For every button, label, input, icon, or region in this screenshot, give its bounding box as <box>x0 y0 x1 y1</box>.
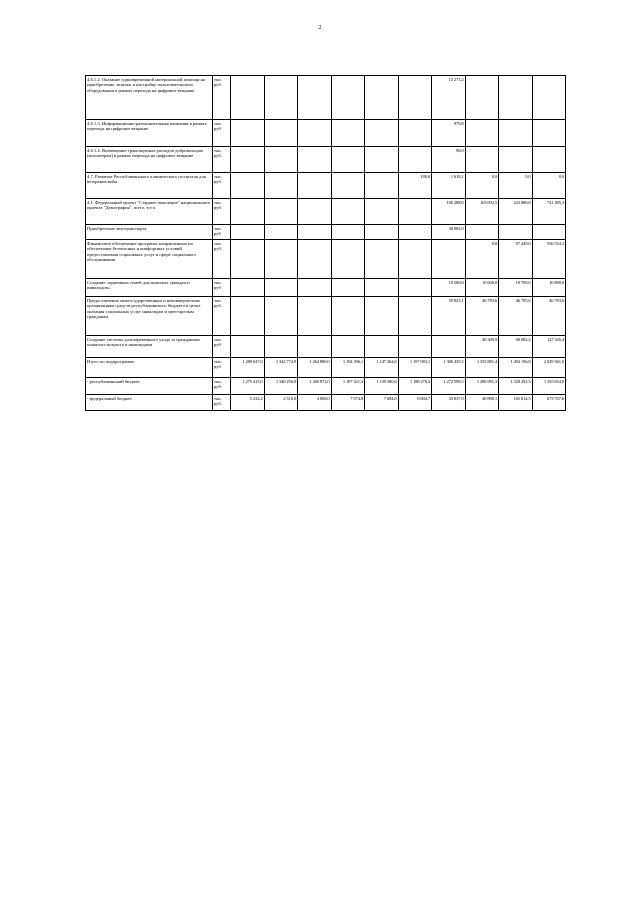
value-cell: 1 280 647,0 <box>231 358 265 378</box>
value-cell: 1 187 321,3 <box>331 378 365 395</box>
table-row <box>86 240 566 279</box>
value-cell <box>499 147 533 173</box>
value-cell: 1 494 196,8 <box>499 358 533 378</box>
value-cell: 5 232,2 <box>231 395 265 411</box>
row-name-cell: Создание системы долговременного ухода за гражданами пожилого возраста и инвалидами <box>86 336 213 358</box>
value-cell <box>298 225 332 240</box>
budget-table <box>85 75 566 411</box>
value-cell <box>398 336 432 358</box>
value-cell: 1 260 872,0 <box>298 378 332 395</box>
value-cell <box>298 120 332 147</box>
value-cell <box>298 297 332 336</box>
table-row <box>86 199 566 225</box>
value-cell: 556 554,3 <box>532 240 566 279</box>
value-cell: 127 345,4 <box>532 336 566 358</box>
value-cell: 0,0 <box>465 240 499 279</box>
value-cell: 1 197 083,1 <box>398 358 432 378</box>
value-cell <box>231 336 265 358</box>
value-cell: 33 837,0 <box>432 395 466 411</box>
value-cell: 1 306 435,5 <box>432 358 466 378</box>
value-cell <box>465 120 499 147</box>
value-cell: 10 500,0 <box>432 279 466 297</box>
value-cell: 1 147 264,6 <box>365 358 399 378</box>
table-row <box>86 173 566 199</box>
value-cell <box>432 240 466 279</box>
table-row <box>86 120 566 147</box>
value-cell <box>398 240 432 279</box>
value-cell <box>398 225 432 240</box>
value-cell <box>264 225 298 240</box>
value-cell: 1 342 774,9 <box>264 358 298 378</box>
value-cell: 46 309,9 <box>465 336 499 358</box>
value-cell <box>298 76 332 120</box>
value-cell: 2 029 361,6 <box>532 358 566 378</box>
table-row <box>86 279 566 297</box>
table-row <box>86 225 566 240</box>
value-cell <box>264 297 298 336</box>
value-cell: 10 700,0 <box>499 279 533 297</box>
value-cell <box>264 76 298 120</box>
value-cell <box>331 120 365 147</box>
value-cell <box>264 279 298 297</box>
value-cell <box>331 199 365 225</box>
value-cell <box>365 199 399 225</box>
value-cell <box>264 120 298 147</box>
value-cell <box>398 199 432 225</box>
value-cell: 48 890,1 <box>465 395 499 411</box>
value-cell <box>532 225 566 240</box>
unit-cell: тыс. руб <box>213 225 231 240</box>
value-cell: 7 074,8 <box>331 395 365 411</box>
row-name-cell: Создание «приемных семей для пожилых граждан и инвалидов» <box>86 279 213 297</box>
value-cell <box>365 279 399 297</box>
value-cell <box>298 173 332 199</box>
value-cell <box>499 76 533 120</box>
value-cell: 1 618,1 <box>432 173 466 199</box>
value-cell: 4 008,0 <box>298 395 332 411</box>
unit-cell: тыс. руб <box>213 279 231 297</box>
value-cell: 7 684,0 <box>365 395 399 411</box>
value-cell: 1 355 654,0 <box>532 378 566 395</box>
value-cell <box>231 240 265 279</box>
value-cell: 1 340 256,0 <box>264 378 298 395</box>
value-cell <box>298 240 332 279</box>
value-cell: 1 328 292,3 <box>499 378 533 395</box>
value-cell <box>365 336 399 358</box>
row-name-cell: 4.6.1.4. Возмещение транспортных расходов добровольцам (волонтерам) в рамках перехода на цифровое вещание <box>86 147 213 173</box>
value-cell <box>331 279 365 297</box>
value-cell: 8 804,7 <box>398 395 432 411</box>
value-cell: 103 692,5 <box>465 199 499 225</box>
value-cell <box>231 76 265 120</box>
unit-cell: тыс. руб. <box>213 147 231 173</box>
unit-cell: тыс. руб <box>213 120 231 147</box>
value-cell: 1 272 598,5 <box>432 378 466 395</box>
table-row <box>86 336 566 358</box>
value-cell: 741 485,3 <box>532 199 566 225</box>
value-cell <box>432 336 466 358</box>
value-cell <box>231 147 265 173</box>
row-name-cell: Итого по подпрограмме: <box>86 358 213 378</box>
value-cell <box>298 336 332 358</box>
value-cell: 1 264 880,0 <box>298 358 332 378</box>
value-cell <box>298 147 332 173</box>
value-cell: 59 823,1 <box>432 297 466 336</box>
value-cell <box>499 120 533 147</box>
value-cell <box>331 240 365 279</box>
value-cell: 10 600,0 <box>465 279 499 297</box>
value-cell: 46 783,6 <box>532 297 566 336</box>
value-cell: 1 275 415,0 <box>231 378 265 395</box>
value-cell <box>231 279 265 297</box>
row-name-cell: 4.6.1.3. Информационно-разъяснительная кампания в рамках перехода на цифровое вещание <box>86 120 213 147</box>
value-cell <box>331 225 365 240</box>
unit-cell: тыс. руб. <box>213 173 231 199</box>
value-cell <box>398 120 432 147</box>
value-cell: 970,8 <box>432 120 466 147</box>
value-cell <box>365 173 399 199</box>
value-cell <box>365 76 399 120</box>
table-row <box>86 358 566 378</box>
value-cell <box>331 147 365 173</box>
table-row <box>86 147 566 173</box>
value-cell: 15 271,2 <box>432 76 466 120</box>
value-cell <box>264 147 298 173</box>
value-cell <box>532 76 566 120</box>
value-cell <box>465 76 499 120</box>
value-cell: 0,0 <box>465 173 499 199</box>
row-name-cell: - федеральный бюджет <box>86 395 213 411</box>
table-row <box>86 297 566 336</box>
value-cell <box>398 279 432 297</box>
value-cell <box>465 147 499 173</box>
value-cell: 223 086,8 <box>499 199 533 225</box>
value-cell <box>398 297 432 336</box>
unit-cell: тыс. руб. <box>213 395 231 411</box>
unit-cell: тыс. руб. <box>213 297 231 336</box>
table-row <box>86 395 566 411</box>
value-cell <box>365 225 399 240</box>
row-name-cell: 4.7. Развитие Республиканского клинического госпиталя для ветеранов войн <box>86 173 213 199</box>
value-cell <box>231 297 265 336</box>
row-name-cell: - республиканский бюджет <box>86 378 213 395</box>
value-cell <box>331 336 365 358</box>
value-cell <box>231 173 265 199</box>
value-cell: 165 814,5 <box>499 395 533 411</box>
value-cell: 30 084,9 <box>432 225 466 240</box>
value-cell <box>298 199 332 225</box>
value-cell: 96,0 <box>432 147 466 173</box>
value-cell <box>465 225 499 240</box>
unit-cell: тыс. руб. <box>213 378 231 395</box>
value-cell: 100 288,0 <box>432 199 466 225</box>
value-cell: 0,0 <box>499 173 533 199</box>
value-cell <box>231 225 265 240</box>
table-row <box>86 378 566 395</box>
value-cell <box>398 147 432 173</box>
row-name-cell: 4.1. Федеральный проект "Старшее поколение" национального проекта "Демография", всего, в т.ч. <box>86 199 213 225</box>
value-cell <box>398 76 432 120</box>
value-cell <box>264 173 298 199</box>
value-cell <box>231 120 265 147</box>
value-cell: 46 783,6 <box>465 297 499 336</box>
value-cell <box>264 240 298 279</box>
value-cell <box>264 199 298 225</box>
value-cell: 46 785,6 <box>499 297 533 336</box>
table-row <box>86 76 566 120</box>
value-cell <box>532 147 566 173</box>
value-cell: 0,0 <box>532 173 566 199</box>
value-cell: 10 800,0 <box>532 279 566 297</box>
value-cell: 180,0 <box>398 173 432 199</box>
unit-cell: тыс. руб. <box>213 76 231 120</box>
value-cell <box>499 225 533 240</box>
value-cell <box>331 76 365 120</box>
unit-cell: тыс. руб. <box>213 358 231 378</box>
value-cell: 673 707,6 <box>532 395 566 411</box>
value-cell <box>532 120 566 147</box>
value-cell <box>365 297 399 336</box>
row-name-cell: Предоставление межгосударственным и некоммерческим организациям средств республиканского бюджета в целях оказания социальных услуг инвалидам и престарелым гражданам <box>86 297 213 336</box>
row-name-cell: 4.6.1.2. Оказание единовременной материальной помощи на приобретение, монтаж и настройку пользовательского оборудования в рамках перехода на цифровое вещание <box>86 76 213 120</box>
value-cell: 1 139 580,6 <box>365 378 399 395</box>
value-cell <box>231 199 265 225</box>
value-cell <box>264 336 298 358</box>
value-cell <box>365 120 399 147</box>
unit-cell: тыс. руб <box>213 336 231 358</box>
value-cell <box>298 279 332 297</box>
value-cell <box>331 173 365 199</box>
value-cell: 1 188 278,4 <box>398 378 432 395</box>
value-cell: 2 518,0 <box>264 395 298 411</box>
page-number: 2 <box>318 25 322 31</box>
unit-cell: тыс. руб. <box>213 240 231 279</box>
value-cell: 97 449,0 <box>499 240 533 279</box>
value-cell <box>365 147 399 173</box>
value-cell <box>331 297 365 336</box>
unit-cell: тыс. руб. <box>213 199 231 225</box>
row-name-cell: Приобретение автотранспорта <box>86 225 213 240</box>
value-cell: 68 082,2 <box>499 336 533 358</box>
value-cell: 1 194 396,1 <box>331 358 365 378</box>
value-cell <box>365 240 399 279</box>
value-cell: 1 335 881,4 <box>465 358 499 378</box>
value-cell: 1 286 991,3 <box>465 378 499 395</box>
row-name-cell: Финансовое обеспечение программ, направленных на обеспечение безопасных и комфортных условий предоставления социальных услуг в сфере социального обслуживания <box>86 240 213 279</box>
